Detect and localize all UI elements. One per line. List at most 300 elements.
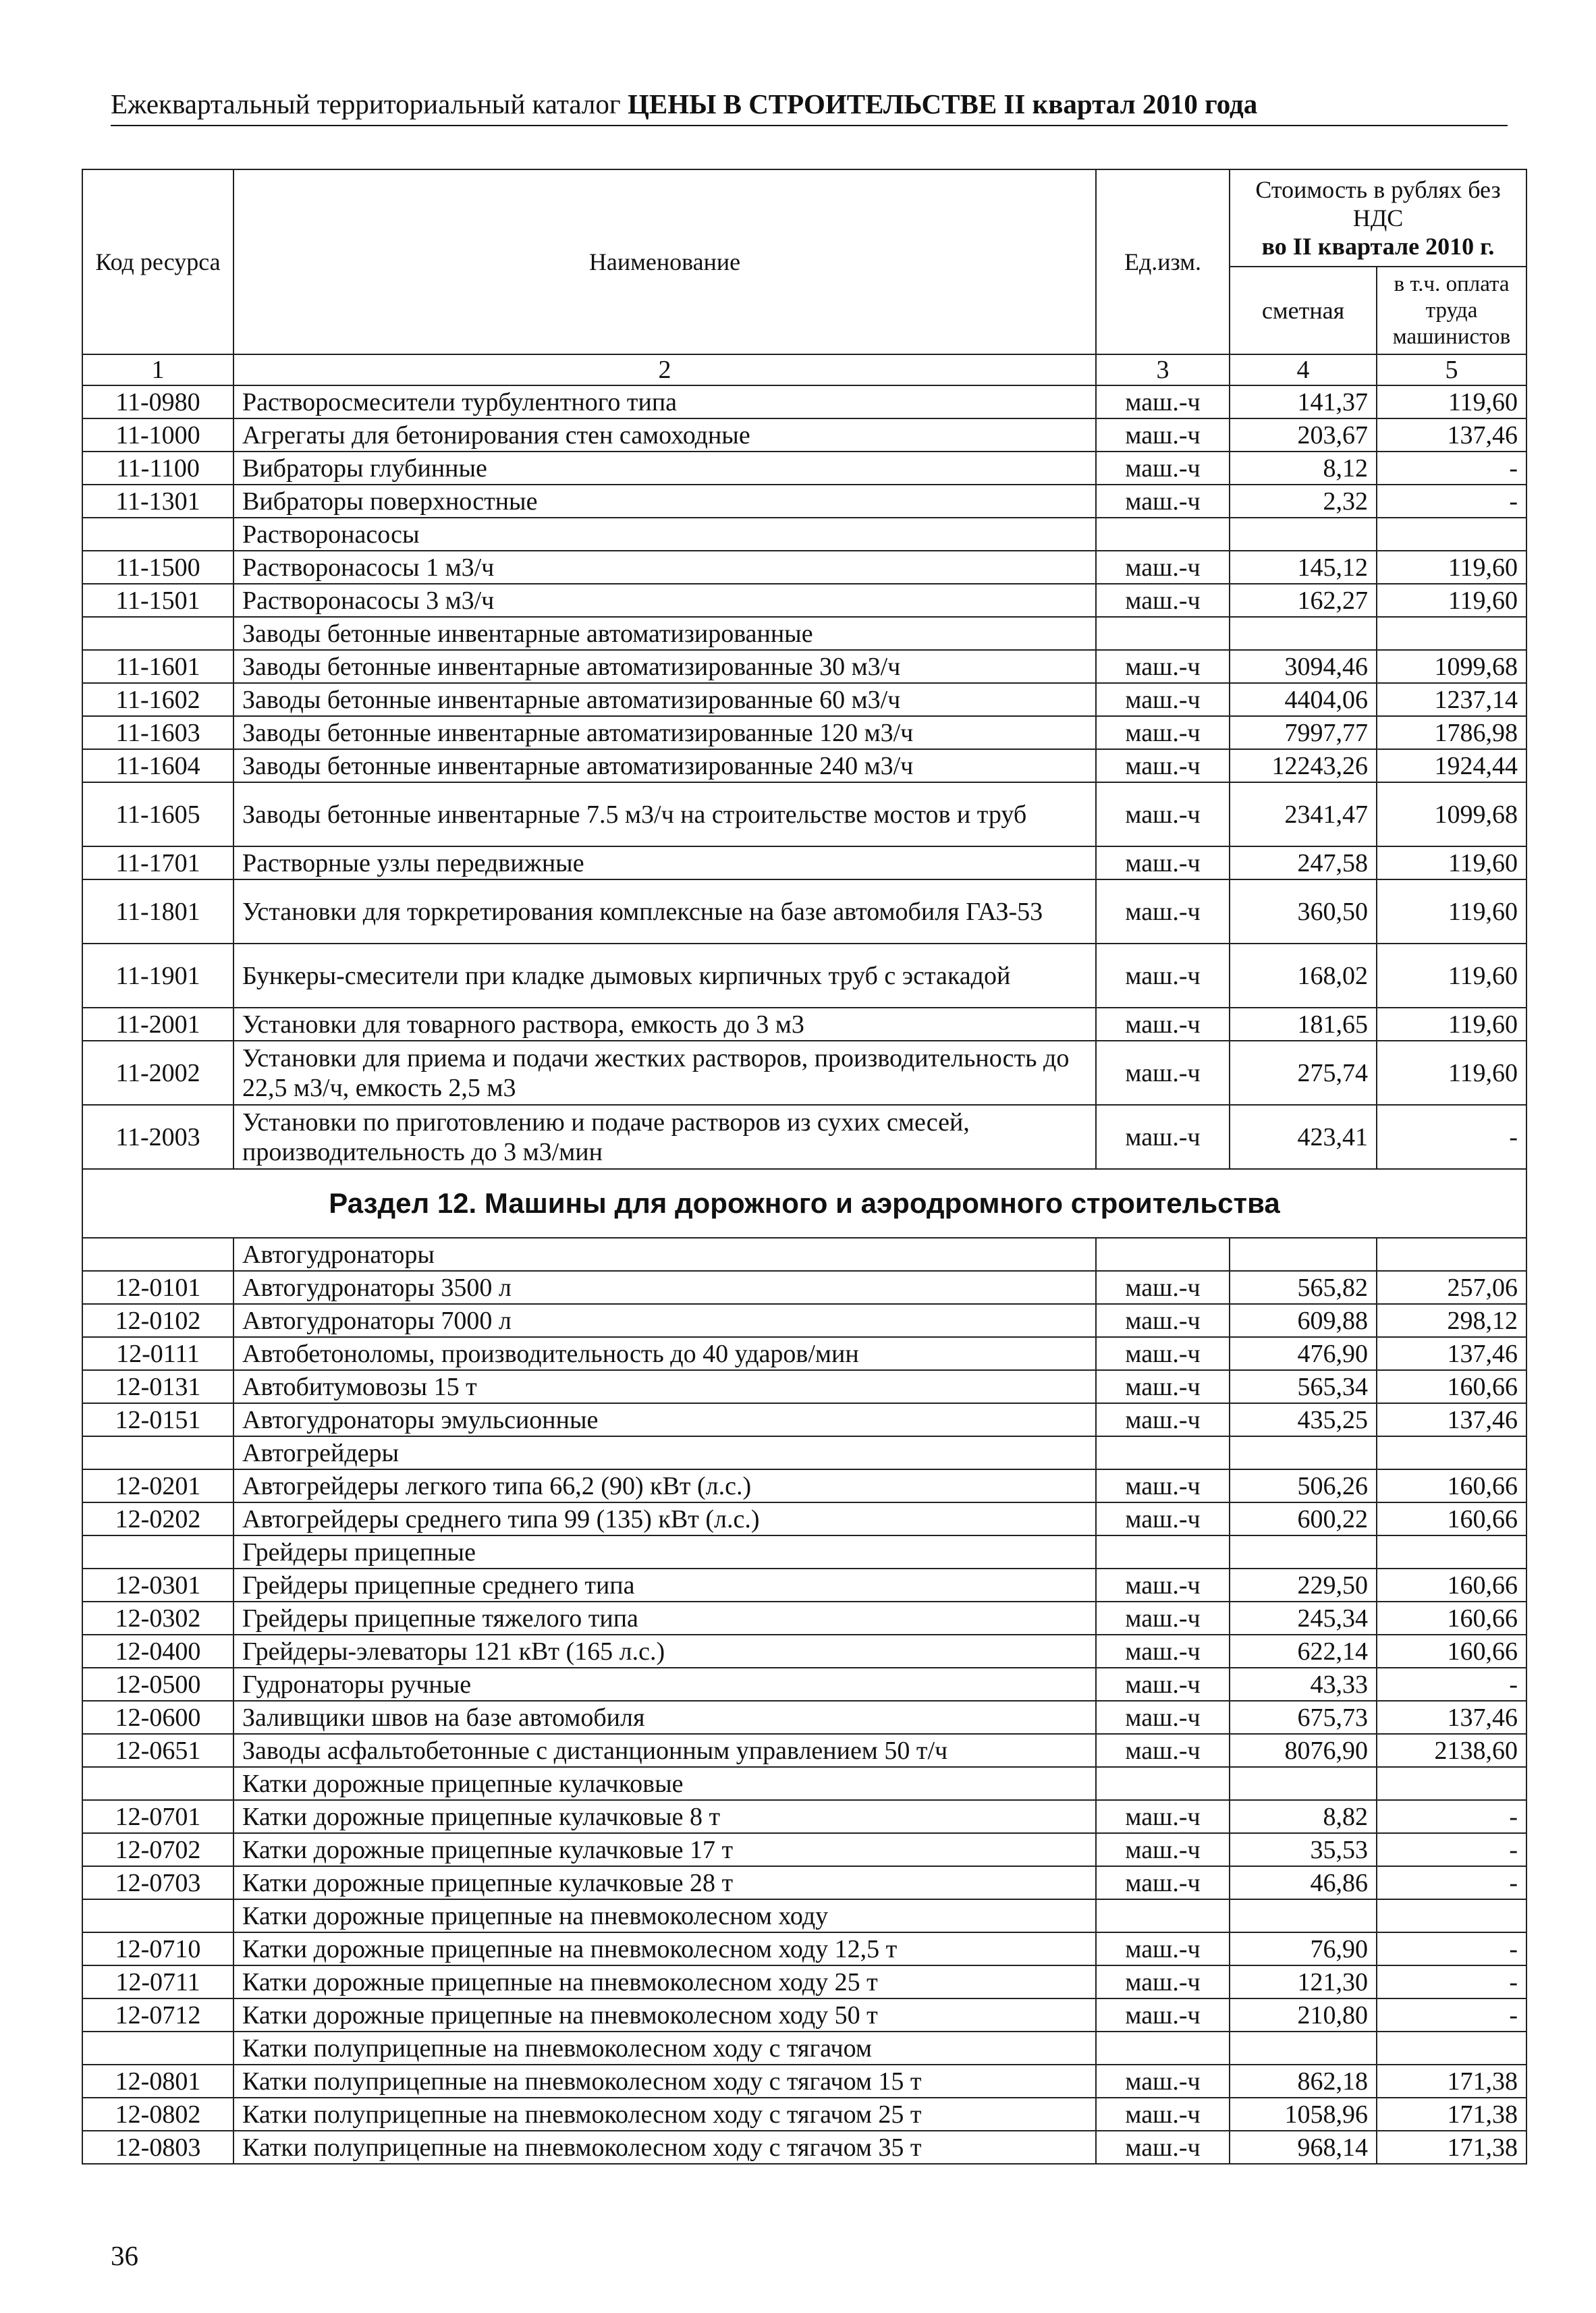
- row-pay: 1786,98: [1377, 716, 1526, 749]
- row-cost: 565,82: [1230, 1271, 1377, 1304]
- row-cost: 275,74: [1230, 1041, 1377, 1105]
- row-name: Катки дорожные прицепные кулачковые: [233, 1767, 1096, 1800]
- row-cost: 2341,47: [1230, 782, 1377, 846]
- row-code: 12-0131: [82, 1370, 233, 1403]
- row-unit: маш.-ч: [1096, 1932, 1230, 1965]
- row-pay: 160,66: [1377, 1502, 1526, 1535]
- row-name: Грейдеры-элеваторы 121 кВт (165 л.с.): [233, 1635, 1096, 1668]
- row-cost: 210,80: [1230, 1998, 1377, 2032]
- row-unit: маш.-ч: [1096, 485, 1230, 518]
- table-row: [82, 1866, 1526, 1899]
- row-unit: [1096, 1535, 1230, 1569]
- row-unit: маш.-ч: [1096, 1965, 1230, 1998]
- row-cost: 476,90: [1230, 1337, 1377, 1370]
- group-header-row: [82, 518, 1526, 551]
- row-code: 12-0500: [82, 1668, 233, 1701]
- table-row: [82, 1502, 1526, 1535]
- row-pay: 119,60: [1377, 1008, 1526, 1041]
- row-cost: 247,58: [1230, 846, 1377, 879]
- table-row: [82, 551, 1526, 584]
- row-unit: [1096, 1899, 1230, 1932]
- row-cost: 76,90: [1230, 1932, 1377, 1965]
- row-name: Вибраторы поверхностные: [233, 485, 1096, 518]
- row-unit: [1096, 617, 1230, 650]
- row-code: [82, 1899, 233, 1932]
- header-unit: Ед.изм.: [1096, 169, 1230, 354]
- header-cost-group: Стоимость в рублях без НДС во II квартале 2010 г.: [1230, 169, 1526, 267]
- table-row: [82, 1105, 1526, 1169]
- table-row: [82, 846, 1526, 879]
- row-name: Заливщики швов на базе автомобиля: [233, 1701, 1096, 1734]
- row-pay: -: [1377, 485, 1526, 518]
- row-pay: 1237,14: [1377, 683, 1526, 716]
- row-code: 11-0980: [82, 385, 233, 418]
- section-header: [82, 1169, 1526, 1238]
- row-code: 12-0101: [82, 1271, 233, 1304]
- row-pay: -: [1377, 1833, 1526, 1866]
- row-name: Растворонасосы 1 м3/ч: [233, 551, 1096, 584]
- row-cost: 12243,26: [1230, 749, 1377, 782]
- table-row: [82, 716, 1526, 749]
- row-pay: 298,12: [1377, 1304, 1526, 1337]
- row-unit: маш.-ч: [1096, 1602, 1230, 1635]
- row-name: Установки для торкретирования комплексные на базе автомобиля ГАЗ-53: [233, 879, 1096, 944]
- group-header-row: [82, 1436, 1526, 1469]
- row-pay: 171,38: [1377, 2098, 1526, 2131]
- row-pay: 2138,60: [1377, 1734, 1526, 1767]
- row-unit: маш.-ч: [1096, 2131, 1230, 2164]
- table-body-section-12: [82, 1238, 1526, 2164]
- row-code: 11-1605: [82, 782, 233, 846]
- row-pay: 171,38: [1377, 2065, 1526, 2098]
- row-unit: маш.-ч: [1096, 650, 1230, 683]
- row-pay: 119,60: [1377, 551, 1526, 584]
- row-name: Автогудронаторы 3500 л: [233, 1271, 1096, 1304]
- row-cost: 121,30: [1230, 1965, 1377, 1998]
- row-name: Автогрейдеры: [233, 1436, 1096, 1469]
- row-pay: -: [1377, 1668, 1526, 1701]
- price-table: [82, 169, 1527, 2165]
- row-cost: 168,02: [1230, 944, 1377, 1008]
- row-name: Катки полуприцепные на пневмоколесном ходу с тягачом 25 т: [233, 2098, 1096, 2131]
- table-row: [82, 385, 1526, 418]
- row-code: 11-1601: [82, 650, 233, 683]
- row-name: Растворные узлы передвижные: [233, 846, 1096, 879]
- row-unit: маш.-ч: [1096, 584, 1230, 617]
- row-name: Автогрейдеры легкого типа 66,2 (90) кВт (л.с.): [233, 1469, 1096, 1502]
- row-pay: 171,38: [1377, 2131, 1526, 2164]
- row-cost: 506,26: [1230, 1469, 1377, 1502]
- row-pay: 137,46: [1377, 1701, 1526, 1734]
- row-pay: 1924,44: [1377, 749, 1526, 782]
- row-name: Гудронаторы ручные: [233, 1668, 1096, 1701]
- row-unit: маш.-ч: [1096, 749, 1230, 782]
- row-name: Растворонасосы 3 м3/ч: [233, 584, 1096, 617]
- table-row: [82, 683, 1526, 716]
- row-pay: 119,60: [1377, 879, 1526, 944]
- row-code: 12-0400: [82, 1635, 233, 1668]
- row-cost: [1230, 1535, 1377, 1569]
- row-pay: [1377, 1899, 1526, 1932]
- table-row: [82, 584, 1526, 617]
- row-code: 12-0803: [82, 2131, 233, 2164]
- row-unit: маш.-ч: [1096, 452, 1230, 485]
- row-pay: 160,66: [1377, 1370, 1526, 1403]
- row-code: 11-1301: [82, 485, 233, 518]
- row-unit: маш.-ч: [1096, 1833, 1230, 1866]
- table-row: [82, 650, 1526, 683]
- table-row: [82, 1668, 1526, 1701]
- row-name: Катки дорожные прицепные на пневмоколесном ходу: [233, 1899, 1096, 1932]
- row-pay: -: [1377, 1932, 1526, 1965]
- row-name: Автогудронаторы эмульсионные: [233, 1403, 1096, 1436]
- row-pay: 160,66: [1377, 1469, 1526, 1502]
- row-cost: 1058,96: [1230, 2098, 1377, 2131]
- row-name: Автогудронаторы: [233, 1238, 1096, 1271]
- row-code: 12-0111: [82, 1337, 233, 1370]
- row-code: 11-1701: [82, 846, 233, 879]
- table-row: [82, 1998, 1526, 2032]
- column-numbers-row: [82, 354, 1526, 385]
- row-unit: [1096, 1767, 1230, 1800]
- table-row: [82, 1965, 1526, 1998]
- row-cost: [1230, 518, 1377, 551]
- row-code: 11-1901: [82, 944, 233, 1008]
- row-pay: -: [1377, 452, 1526, 485]
- row-cost: 35,53: [1230, 1833, 1377, 1866]
- row-code: [82, 1436, 233, 1469]
- header-title: ЦЕНЫ В СТРОИТЕЛЬСТВЕ II квартал 2010 года: [627, 88, 1258, 119]
- group-header-row: [82, 1238, 1526, 1271]
- row-pay: -: [1377, 1105, 1526, 1169]
- row-code: 11-2003: [82, 1105, 233, 1169]
- row-cost: 4404,06: [1230, 683, 1377, 716]
- row-name: Катки дорожные прицепные на пневмоколесном ходу 12,5 т: [233, 1932, 1096, 1965]
- row-name: Заводы асфальтобетонные с дистанционным управлением 50 т/ч: [233, 1734, 1096, 1767]
- row-unit: маш.-ч: [1096, 1304, 1230, 1337]
- price-table-container: [82, 169, 1526, 2165]
- table-row: [82, 1569, 1526, 1602]
- row-name: Бункеры-смесители при кладке дымовых кирпичных труб с эстакадой: [233, 944, 1096, 1008]
- row-unit: маш.-ч: [1096, 944, 1230, 1008]
- row-code: 12-0712: [82, 1998, 233, 2032]
- table-row: [82, 944, 1526, 1008]
- row-unit: [1096, 1436, 1230, 1469]
- row-unit: [1096, 2032, 1230, 2065]
- row-code: [82, 518, 233, 551]
- row-unit: маш.-ч: [1096, 782, 1230, 846]
- row-unit: маш.-ч: [1096, 551, 1230, 584]
- row-unit: маш.-ч: [1096, 1734, 1230, 1767]
- row-cost: [1230, 2032, 1377, 2065]
- row-unit: маш.-ч: [1096, 1502, 1230, 1535]
- row-code: [82, 1535, 233, 1569]
- row-name: Катки полуприцепные на пневмоколесном ходу с тягачом 15 т: [233, 2065, 1096, 2098]
- row-pay: 137,46: [1377, 1403, 1526, 1436]
- row-unit: маш.-ч: [1096, 1866, 1230, 1899]
- row-name: Установки по приготовлению и подаче растворов из сухих смесей, производительность до 3 м3/мин: [233, 1105, 1096, 1169]
- row-pay: 119,60: [1377, 1041, 1526, 1105]
- row-pay: [1377, 1238, 1526, 1271]
- page-number: 36: [111, 2240, 138, 2271]
- row-cost: 2,32: [1230, 485, 1377, 518]
- row-pay: -: [1377, 1800, 1526, 1833]
- table-row: [82, 2131, 1526, 2164]
- row-code: 12-0151: [82, 1403, 233, 1436]
- row-unit: маш.-ч: [1096, 1041, 1230, 1105]
- row-cost: 203,67: [1230, 418, 1377, 452]
- row-name: Заводы бетонные инвентарные автоматизированные 30 м3/ч: [233, 650, 1096, 683]
- table-row: [82, 1370, 1526, 1403]
- table-row: [82, 2098, 1526, 2131]
- row-code: [82, 1238, 233, 1271]
- row-cost: 435,25: [1230, 1403, 1377, 1436]
- row-unit: маш.-ч: [1096, 879, 1230, 944]
- row-code: [82, 617, 233, 650]
- row-code: 11-2002: [82, 1041, 233, 1105]
- row-pay: 137,46: [1377, 418, 1526, 452]
- row-code: 12-0801: [82, 2065, 233, 2098]
- row-name: Заводы бетонные инвентарные автоматизированные 240 м3/ч: [233, 749, 1096, 782]
- table-row: [82, 782, 1526, 846]
- row-unit: маш.-ч: [1096, 1403, 1230, 1436]
- row-code: 11-1000: [82, 418, 233, 452]
- table-row: [82, 1734, 1526, 1767]
- row-name: Заводы бетонные инвентарные автоматизированные: [233, 617, 1096, 650]
- row-pay: 257,06: [1377, 1271, 1526, 1304]
- row-cost: [1230, 1436, 1377, 1469]
- row-pay: [1377, 518, 1526, 551]
- row-pay: 137,46: [1377, 1337, 1526, 1370]
- row-code: 12-0711: [82, 1965, 233, 1998]
- table-header: [82, 169, 1526, 385]
- row-cost: 141,37: [1230, 385, 1377, 418]
- row-code: [82, 1767, 233, 1800]
- row-name: Растворонасосы: [233, 518, 1096, 551]
- table-row: [82, 2065, 1526, 2098]
- row-code: [82, 2032, 233, 2065]
- row-name: Заводы бетонные инвентарные автоматизированные 120 м3/ч: [233, 716, 1096, 749]
- section-title: Раздел 12. Машины для дорожного и аэродромного строительства: [82, 1169, 1526, 1238]
- header-pay: в т.ч. оплата труда машинистов: [1377, 267, 1526, 354]
- group-header-row: [82, 1899, 1526, 1932]
- table-row: [82, 1602, 1526, 1635]
- row-code: 11-1602: [82, 683, 233, 716]
- col-number: 5: [1377, 354, 1526, 385]
- row-code: 12-0651: [82, 1734, 233, 1767]
- row-code: 11-1603: [82, 716, 233, 749]
- row-name: Растворосмесители турбулентного типа: [233, 385, 1096, 418]
- group-header-row: [82, 1767, 1526, 1800]
- row-pay: 119,60: [1377, 584, 1526, 617]
- table-row: [82, 418, 1526, 452]
- row-name: Катки полуприцепные на пневмоколесном ходу с тягачом 35 т: [233, 2131, 1096, 2164]
- row-cost: 8,12: [1230, 452, 1377, 485]
- table-row: [82, 1932, 1526, 1965]
- row-cost: 7997,77: [1230, 716, 1377, 749]
- row-name: Грейдеры прицепные тяжелого типа: [233, 1602, 1096, 1635]
- row-pay: [1377, 617, 1526, 650]
- table-row: [82, 1800, 1526, 1833]
- row-name: Установки для приема и подачи жестких растворов, производительность до 22,5 м3/ч, емкость 2,5 м3: [233, 1041, 1096, 1105]
- table-body-section-11: [82, 385, 1526, 1169]
- row-code: 11-2001: [82, 1008, 233, 1041]
- row-pay: [1377, 1436, 1526, 1469]
- row-cost: 46,86: [1230, 1866, 1377, 1899]
- row-unit: маш.-ч: [1096, 1271, 1230, 1304]
- row-code: 11-1801: [82, 879, 233, 944]
- row-cost: 229,50: [1230, 1569, 1377, 1602]
- row-pay: -: [1377, 1998, 1526, 2032]
- row-unit: маш.-ч: [1096, 716, 1230, 749]
- row-name: Автогрейдеры среднего типа 99 (135) кВт (л.с.): [233, 1502, 1096, 1535]
- row-cost: 565,34: [1230, 1370, 1377, 1403]
- row-code: 12-0600: [82, 1701, 233, 1734]
- row-code: 11-1604: [82, 749, 233, 782]
- row-unit: маш.-ч: [1096, 385, 1230, 418]
- row-unit: маш.-ч: [1096, 2098, 1230, 2131]
- row-code: 12-0701: [82, 1800, 233, 1833]
- row-code: 12-0301: [82, 1569, 233, 1602]
- row-pay: 119,60: [1377, 944, 1526, 1008]
- col-number: 4: [1230, 354, 1377, 385]
- row-name: Грейдеры прицепные: [233, 1535, 1096, 1569]
- table-row: [82, 1304, 1526, 1337]
- row-unit: маш.-ч: [1096, 418, 1230, 452]
- header-code: Код ресурса: [82, 169, 233, 354]
- row-unit: маш.-ч: [1096, 846, 1230, 879]
- row-unit: маш.-ч: [1096, 1998, 1230, 2032]
- row-name: Грейдеры прицепные среднего типа: [233, 1569, 1096, 1602]
- row-pay: 160,66: [1377, 1635, 1526, 1668]
- row-cost: [1230, 1238, 1377, 1271]
- row-name: Катки дорожные прицепные на пневмоколесном ходу 50 т: [233, 1998, 1096, 2032]
- group-header-row: [82, 2032, 1526, 2065]
- row-code: 11-1500: [82, 551, 233, 584]
- row-cost: 8076,90: [1230, 1734, 1377, 1767]
- row-cost: [1230, 1899, 1377, 1932]
- row-name: Заводы бетонные инвентарные 7.5 м3/ч на строительстве мостов и труб: [233, 782, 1096, 846]
- row-cost: 622,14: [1230, 1635, 1377, 1668]
- table-row: [82, 879, 1526, 944]
- row-cost: 862,18: [1230, 2065, 1377, 2098]
- header-name: Наименование: [233, 169, 1096, 354]
- row-cost: [1230, 617, 1377, 650]
- table-row: [82, 749, 1526, 782]
- row-cost: 360,50: [1230, 879, 1377, 944]
- row-cost: 162,27: [1230, 584, 1377, 617]
- table-row: [82, 1337, 1526, 1370]
- row-name: Автобитумовозы 15 т: [233, 1370, 1096, 1403]
- row-unit: маш.-ч: [1096, 1668, 1230, 1701]
- row-pay: 1099,68: [1377, 782, 1526, 846]
- header-prefix: Ежеквартальный территориальный каталог: [111, 88, 621, 119]
- row-unit: маш.-ч: [1096, 1337, 1230, 1370]
- row-pay: [1377, 1535, 1526, 1569]
- row-name: Заводы бетонные инвентарные автоматизированные 60 м3/ч: [233, 683, 1096, 716]
- table-row: [82, 1469, 1526, 1502]
- row-name: Установки для товарного раствора, емкость до 3 м3: [233, 1008, 1096, 1041]
- row-pay: 1099,68: [1377, 650, 1526, 683]
- header-cost: сметная: [1230, 267, 1377, 354]
- row-cost: 245,34: [1230, 1602, 1377, 1635]
- row-cost: 181,65: [1230, 1008, 1377, 1041]
- row-pay: [1377, 2032, 1526, 2065]
- row-code: 12-0702: [82, 1833, 233, 1866]
- row-unit: маш.-ч: [1096, 2065, 1230, 2098]
- row-code: 12-0102: [82, 1304, 233, 1337]
- row-unit: маш.-ч: [1096, 1800, 1230, 1833]
- row-name: Катки дорожные прицепные на пневмоколесном ходу 25 т: [233, 1965, 1096, 1998]
- row-code: 12-0302: [82, 1602, 233, 1635]
- row-code: 12-0202: [82, 1502, 233, 1535]
- row-cost: [1230, 1767, 1377, 1800]
- table-row: [82, 1041, 1526, 1105]
- row-unit: [1096, 1238, 1230, 1271]
- table-row: [82, 1833, 1526, 1866]
- row-cost: 3094,46: [1230, 650, 1377, 683]
- row-code: 11-1100: [82, 452, 233, 485]
- row-name: Катки дорожные прицепные кулачковые 8 т: [233, 1800, 1096, 1833]
- row-unit: [1096, 518, 1230, 551]
- row-cost: 8,82: [1230, 1800, 1377, 1833]
- col-number: 1: [82, 354, 233, 385]
- row-unit: маш.-ч: [1096, 1469, 1230, 1502]
- row-code: 12-0802: [82, 2098, 233, 2131]
- row-unit: маш.-ч: [1096, 1008, 1230, 1041]
- row-pay: 119,60: [1377, 385, 1526, 418]
- row-cost: 423,41: [1230, 1105, 1377, 1169]
- row-name: Катки полуприцепные на пневмоколесном ходу с тягачом: [233, 2032, 1096, 2065]
- table-row: [82, 1701, 1526, 1734]
- table-row: [82, 485, 1526, 518]
- row-name: Автогудронаторы 7000 л: [233, 1304, 1096, 1337]
- table-row: [82, 1008, 1526, 1041]
- row-cost: 675,73: [1230, 1701, 1377, 1734]
- row-unit: маш.-ч: [1096, 1370, 1230, 1403]
- row-cost: 609,88: [1230, 1304, 1377, 1337]
- row-unit: маш.-ч: [1096, 1569, 1230, 1602]
- row-cost: 968,14: [1230, 2131, 1377, 2164]
- col-number: 2: [233, 354, 1096, 385]
- row-pay: 119,60: [1377, 846, 1526, 879]
- row-code: 11-1501: [82, 584, 233, 617]
- row-name: Агрегаты для бетонирования стен самоходные: [233, 418, 1096, 452]
- row-code: 12-0703: [82, 1866, 233, 1899]
- row-name: Катки дорожные прицепные кулачковые 17 т: [233, 1833, 1096, 1866]
- row-name: Вибраторы глубинные: [233, 452, 1096, 485]
- row-pay: 160,66: [1377, 1602, 1526, 1635]
- row-pay: 160,66: [1377, 1569, 1526, 1602]
- row-name: Автобетоноломы, производительность до 40 ударов/мин: [233, 1337, 1096, 1370]
- page-header: [111, 85, 1508, 126]
- group-header-row: [82, 1535, 1526, 1569]
- row-pay: -: [1377, 1965, 1526, 1998]
- row-unit: маш.-ч: [1096, 1105, 1230, 1169]
- row-code: 12-0201: [82, 1469, 233, 1502]
- row-cost: 43,33: [1230, 1668, 1377, 1701]
- row-name: Катки дорожные прицепные кулачковые 28 т: [233, 1866, 1096, 1899]
- row-unit: маш.-ч: [1096, 683, 1230, 716]
- col-number: 3: [1096, 354, 1230, 385]
- table-row: [82, 1635, 1526, 1668]
- row-cost: 600,22: [1230, 1502, 1377, 1535]
- table-row: [82, 1271, 1526, 1304]
- row-pay: [1377, 1767, 1526, 1800]
- row-code: 12-0710: [82, 1932, 233, 1965]
- row-unit: маш.-ч: [1096, 1701, 1230, 1734]
- table-row: [82, 452, 1526, 485]
